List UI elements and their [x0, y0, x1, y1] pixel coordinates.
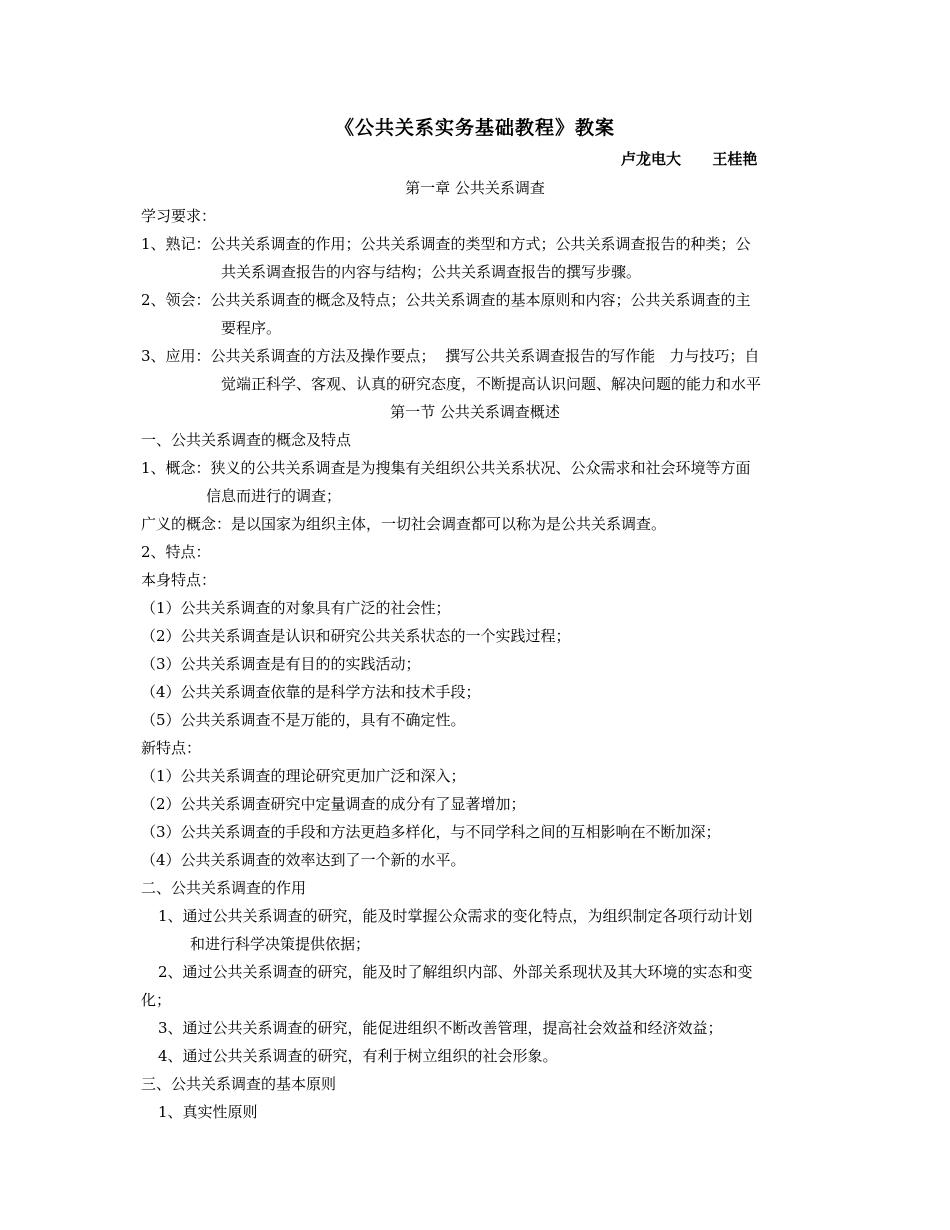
concept-paragraph-cont: 信息而进行的调查；	[206, 487, 342, 505]
concept-paragraph: 1、概念：狭义的公共关系调查是为搜集有关组织公共关系状况、公众需求和社会环境等方面	[141, 459, 751, 477]
requirement-item-1-cont: 共关系调查报告的内容与结构；公共关系调查报告的撰写步骤。	[221, 263, 642, 281]
section-heading: 第一节 公共关系调查概述	[390, 403, 560, 421]
learning-requirements-heading: 学习要求：	[141, 207, 217, 225]
intrinsic-feature-item: （1）公共关系调查的对象具有广泛的社会性；	[141, 599, 451, 617]
part-one-heading: 一、公共关系调查的概念及特点	[141, 431, 352, 449]
intrinsic-feature-item: （5）公共关系调查不是万能的，具有不确定性。	[141, 711, 466, 729]
role-item-1: 1、通过公共关系调查的研究，能及时掌握公众需求的变化特点，为组织制定各项行动计划	[158, 907, 753, 925]
new-features-heading: 新特点：	[141, 739, 202, 757]
requirement-item-2: 2、领会：公共关系调查的概念及特点；公共关系调查的基本原则和内容；公共关系调查的主	[141, 291, 751, 309]
intrinsic-feature-item: （4）公共关系调查依靠的是科学方法和技术手段；	[141, 683, 481, 701]
requirement-item-3: 3、应用：公共关系调查的方法及操作要点； 撰写公共关系调查报告的写作能 力与技巧；自	[141, 347, 760, 365]
role-item-4: 4、通过公共关系调查的研究，有利于树立组织的社会形象。	[158, 1047, 558, 1065]
requirement-item-1: 1、熟记：公共关系调查的作用；公共关系调查的类型和方式；公共关系调查报告的种类；公	[141, 235, 751, 253]
requirement-item-3-cont: 觉端正科学、客观、认真的研究态度，不断提高认识问题、解决问题的能力和水平	[221, 375, 762, 393]
part-two-heading: 二、公共关系调查的作用	[141, 879, 307, 897]
intrinsic-features-heading: 本身特点：	[141, 571, 217, 589]
part-three-heading: 三、公共关系调查的基本原则	[141, 1075, 337, 1093]
document-title: 《公共关系实务基础教程》教案	[334, 117, 615, 139]
role-item-1-cont: 和进行科学决策提供依据；	[190, 935, 371, 953]
role-item-3: 3、通过公共关系调查的研究，能促进组织不断改善管理，提高社会效益和经济效益；	[158, 1019, 723, 1037]
role-item-2: 2、通过公共关系调查的研究，能及时了解组织内部、外部关系现状及其大环境的实态和变	[158, 963, 753, 981]
chapter-heading: 第一章 公共关系调查	[405, 179, 545, 197]
requirement-item-2-cont: 要程序。	[221, 319, 282, 337]
features-heading: 2、特点：	[141, 543, 211, 561]
document-author: 卢龙电大 王桂艳	[621, 150, 758, 168]
broad-concept: 广义的概念：是以国家为组织主体，一切社会调查都可以称为是公共关系调查。	[141, 515, 667, 533]
role-item-2-cont: 化；	[141, 991, 172, 1009]
principle-item-1: 1、真实性原则	[158, 1103, 258, 1121]
new-feature-item: （2）公共关系调查研究中定量调查的成分有了显著增加；	[141, 795, 526, 813]
new-feature-item: （4）公共关系调查的效率达到了一个新的水平。	[141, 851, 466, 869]
intrinsic-feature-item: （2）公共关系调查是认识和研究公共关系状态的一个实践过程；	[141, 627, 571, 645]
intrinsic-feature-item: （3）公共关系调查是有目的的实践活动；	[141, 655, 421, 673]
new-feature-item: （1）公共关系调查的理论研究更加广泛和深入；	[141, 767, 466, 785]
new-feature-item: （3）公共关系调查的手段和方法更趋多样化，与不同学科之间的互相影响在不断加深；	[141, 823, 721, 841]
